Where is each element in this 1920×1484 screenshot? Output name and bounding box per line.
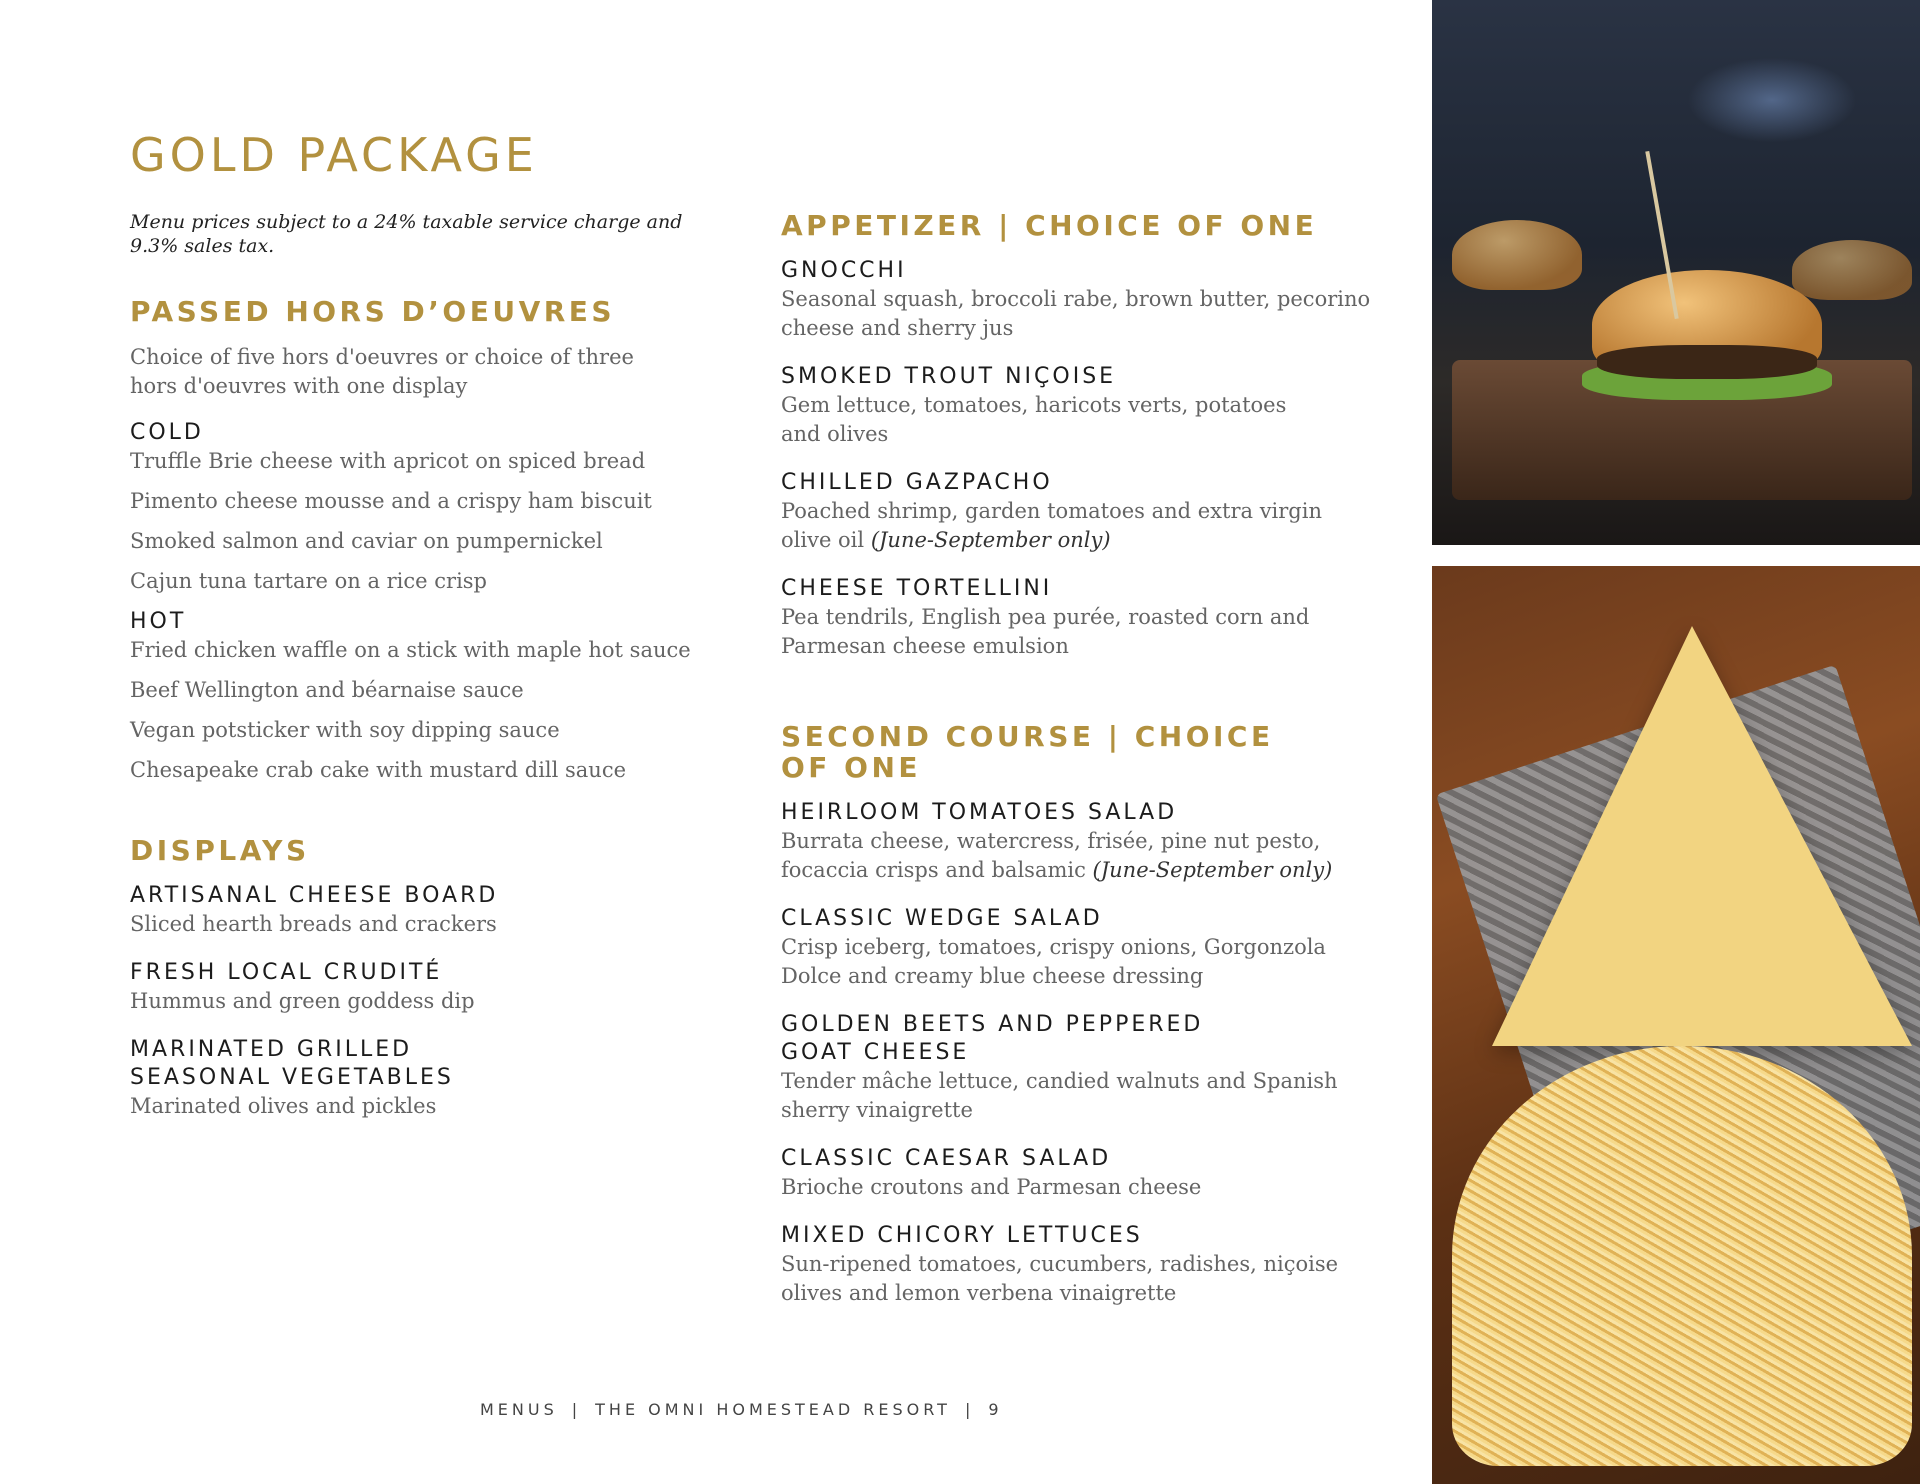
hot-group bbox=[130, 608, 730, 785]
seasonal-note: (June-September only) bbox=[1092, 858, 1333, 882]
tax-note: Menu prices subject to a 24% taxable service charge and 9.3% sales tax. bbox=[130, 211, 683, 257]
second-course-section bbox=[781, 721, 1381, 1308]
footer-divider: | bbox=[964, 1400, 975, 1419]
item-name: CLASSIC WEDGE SALAD bbox=[781, 906, 1103, 931]
menu-line: Truffle Brie cheese with apricot on spiced bread bbox=[130, 449, 646, 473]
item-name: CLASSIC CAESAR SALAD bbox=[781, 1146, 1112, 1171]
item-description: Crisp iceberg, tomatoes, crispy onions, Gorgonzola Dolce and creamy blue cheese dressing bbox=[781, 935, 1326, 988]
menu-item bbox=[781, 363, 1381, 449]
item-description: Tender mâche lettuce, candied walnuts and Spanish sherry vinaigrette bbox=[781, 1069, 1338, 1122]
menu-line: Beef Wellington and béarnaise sauce bbox=[130, 678, 524, 702]
grated-cheese bbox=[1452, 1046, 1912, 1466]
page-number: 9 bbox=[988, 1400, 1003, 1419]
page-footer bbox=[480, 1400, 1020, 1419]
slider-burgers-photo bbox=[1432, 0, 1920, 545]
item-description: Marinated olives and pickles bbox=[130, 1094, 437, 1118]
item-name: SMOKED TROUT NIÇOISE bbox=[781, 364, 1117, 389]
footer-divider: | bbox=[571, 1400, 582, 1419]
item-description: Poached shrimp, garden tomatoes and extra virgin olive oil (June-September only) bbox=[781, 499, 1322, 552]
item-name: GOLDEN BEETS AND PEPPERED GOAT CHEESE bbox=[781, 1012, 1204, 1065]
item-description: Gem lettuce, tomatoes, haricots verts, potatoes and olives bbox=[781, 393, 1287, 446]
menu-item bbox=[781, 799, 1381, 885]
seasonal-note: (June-September only) bbox=[870, 528, 1111, 552]
item-name: ARTISANAL CHEESE BOARD bbox=[130, 883, 499, 908]
cheese-wedge bbox=[1492, 626, 1912, 1046]
item-name: MIXED CHICORY LETTUCES bbox=[781, 1223, 1143, 1248]
hot-label: HOT bbox=[130, 609, 187, 634]
left-column bbox=[130, 296, 730, 1141]
item-name: MARINATED GRILLED SEASONAL VEGETABLES bbox=[130, 1037, 454, 1090]
right-column bbox=[781, 210, 1381, 1328]
item-name: HEIRLOOM TOMATOES SALAD bbox=[781, 800, 1178, 825]
menu-item bbox=[130, 882, 730, 939]
section-heading: APPETIZER | CHOICE OF ONE bbox=[781, 209, 1318, 242]
menu-item bbox=[781, 1011, 1381, 1125]
section-heading: DISPLAYS bbox=[130, 834, 310, 867]
menu-item bbox=[781, 905, 1381, 991]
passed-hors-doeuvres-section bbox=[130, 296, 730, 785]
item-description: Sun-ripened tomatoes, cucumbers, radishes, niçoise olives and lemon verbena vinaigrette bbox=[781, 1252, 1339, 1305]
menu-line: Pimento cheese mousse and a crispy ham biscuit bbox=[130, 489, 652, 513]
item-name: CHEESE TORTELLINI bbox=[781, 576, 1053, 601]
burger-bun-back bbox=[1792, 240, 1912, 300]
item-description: Pea tendrils, English pea purée, roasted corn and Parmesan cheese emulsion bbox=[781, 605, 1310, 658]
section-intro: Choice of five hors d'oeuvres or choice of three hors d'oeuvres with one display bbox=[130, 345, 634, 398]
item-name: GNOCCHI bbox=[781, 258, 907, 283]
burger-bun-back bbox=[1452, 220, 1582, 290]
menu-item bbox=[130, 959, 730, 1016]
cold-group bbox=[130, 419, 730, 596]
item-description: Seasonal squash, broccoli rabe, brown butter, pecorino cheese and sherry jus bbox=[781, 287, 1371, 340]
burger-patty bbox=[1597, 345, 1817, 379]
item-name: FRESH LOCAL CRUDITÉ bbox=[130, 960, 443, 985]
section-heading: PASSED HORS D’OEUVRES bbox=[130, 295, 616, 328]
menu-item bbox=[781, 1145, 1381, 1202]
page-title: GOLD PACKAGE bbox=[130, 128, 538, 182]
displays-section bbox=[130, 835, 730, 1121]
menu-line: Chesapeake crab cake with mustard dill sauce bbox=[130, 758, 627, 782]
menu-line: Fried chicken waffle on a stick with maple hot sauce bbox=[130, 638, 691, 662]
item-description: Brioche croutons and Parmesan cheese bbox=[781, 1175, 1202, 1199]
footer-resort: THE OMNI HOMESTEAD RESORT bbox=[595, 1400, 951, 1419]
menu-line: Cajun tuna tartare on a rice crisp bbox=[130, 569, 487, 593]
appetizer-section bbox=[781, 210, 1381, 661]
item-description: Burrata cheese, watercress, frisée, pine nut pesto, focaccia crisps and balsamic (June-September only) bbox=[781, 829, 1333, 882]
menu-line: Smoked salmon and caviar on pumpernickel bbox=[130, 529, 603, 553]
menu-item bbox=[130, 1036, 730, 1121]
menu-line: Vegan potsticker with soy dipping sauce bbox=[130, 718, 560, 742]
parmesan-cheese-photo bbox=[1432, 566, 1920, 1484]
menu-item bbox=[781, 257, 1381, 343]
cold-label: COLD bbox=[130, 420, 204, 445]
item-description: Hummus and green goddess dip bbox=[130, 989, 475, 1013]
menu-item bbox=[781, 575, 1381, 661]
menu-item bbox=[781, 469, 1381, 555]
menu-item bbox=[781, 1222, 1381, 1308]
item-description: Sliced hearth breads and crackers bbox=[130, 912, 497, 936]
section-heading: SECOND COURSE | CHOICE OF ONE bbox=[781, 720, 1274, 784]
item-name: CHILLED GAZPACHO bbox=[781, 470, 1053, 495]
footer-section: MENUS bbox=[480, 1400, 558, 1419]
